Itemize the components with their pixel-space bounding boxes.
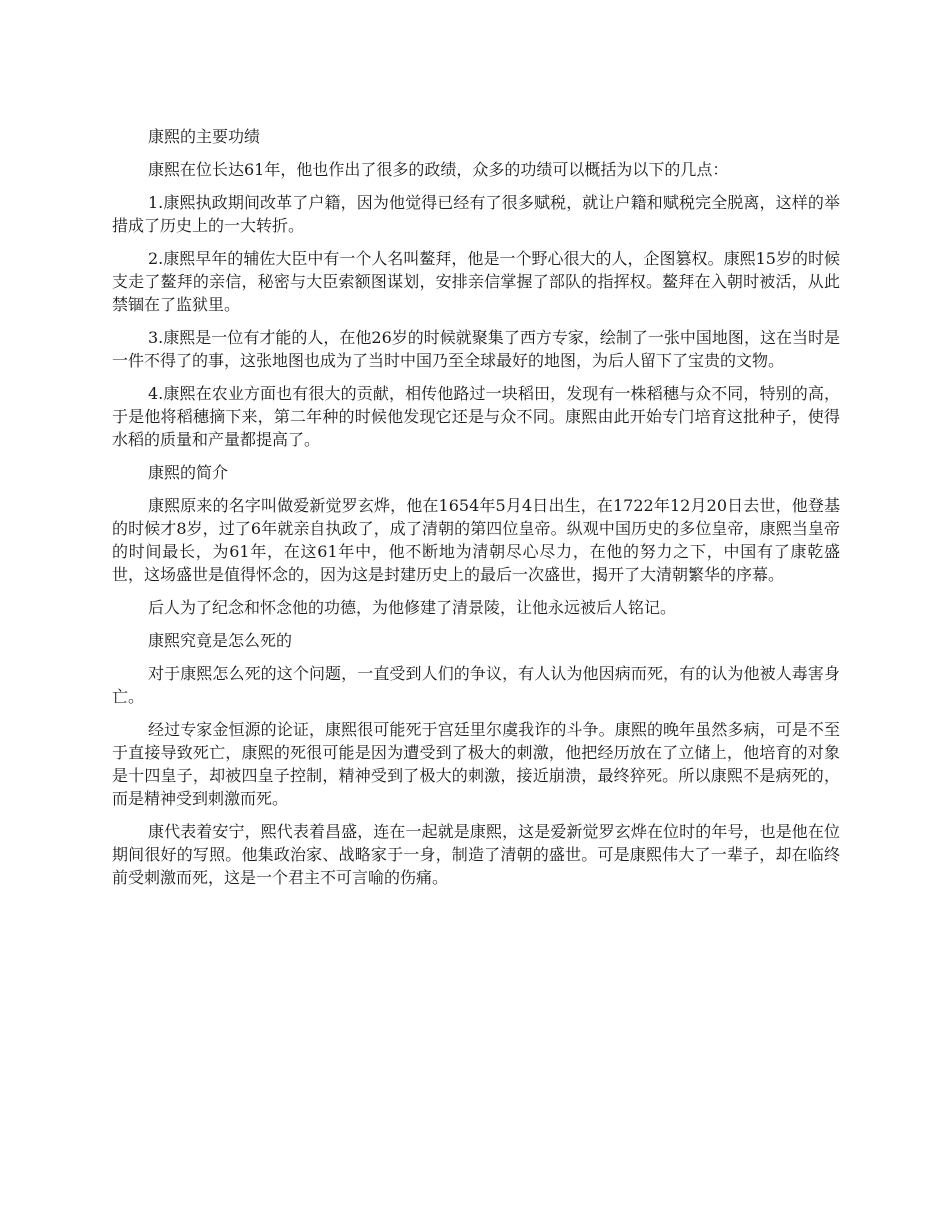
- paragraph: 3.康熙是一位有才能的人，在他26岁的时候就聚集了西方专家，绘制了一张中国地图，这在当时是一件不得了的事，这张地图也成为了当时中国乃至全球最好的地图，为后人留下了宝贵的文物。: [112, 328, 840, 370]
- paragraph: 1.康熙执政期间改革了户籍，因为他觉得已经有了很多赋税，就让户籍和赋税完全脱离，这样的举措成了历史上的一大转折。: [112, 193, 840, 235]
- paragraph: 2.康熙早年的辅佐大臣中有一个人名叫鳌拜，他是一个野心很大的人，企图篡权。康熙15岁的时候支走了鳌拜的亲信，秘密与大臣索额图谋划，安排亲信掌握了部队的指挥权。鳌拜在入朝时被活，从此禁锢在了监狱里。: [112, 249, 840, 314]
- document-page: [112, 125, 840, 899]
- paragraph: 4.康熙在农业方面也有很大的贡献，相传他路过一块稻田，发现有一株稻穗与众不同，特别的高，于是他将稻穗摘下来，第二年种的时候他发现它还是与众不同。康熙由此开始专门培育这批种子，使得水稻的质量和产量都提高了。: [112, 384, 840, 449]
- paragraph: 康熙在位长达61年，他也作出了很多的政绩，众多的功绩可以概括为以下的几点：: [148, 160, 729, 179]
- paragraph: 对于康熙怎么死的这个问题，一直受到人们的争议，有人认为他因病而死，有的认为他被人毒害身亡。: [112, 664, 840, 706]
- paragraph: 经过专家金恒源的论证，康熙很可能死于宫廷里尔虞我诈的斗争。康熙的晚年虽然多病，可是不至于直接导致死亡，康熙的死很可能是因为遭受到了极大的刺激，他把经历放在了立储上，他培育的对象是十四皇子，却被四皇子控制，精神受到了极大的刺激，接近崩溃，最终猝死。所以康熙不是病死的，而是精神受到刺激而死。: [112, 720, 840, 808]
- paragraph: 后人为了纪念和怀念他的功德，为他修建了清景陵，让他永远被后人铭记。: [148, 598, 677, 617]
- section-heading: 康熙的主要功绩: [148, 127, 261, 146]
- paragraph: 康熙原来的名字叫做爱新觉罗玄烨，他在1654年5月4日出生，在1722年12月20日去世，他登基的时候才8岁，过了6年就亲自执政了，成了清朝的第四位皇帝。纵观中国历史的多位皇帝，康熙当皇帝的时间最长，为61年，在这61年中，他不断地为清朝尽心尽力，在他的努力之下，中国有了康乾盛世，这场盛世是值得怀念的，因为这是封建历史上的最后一次盛世，揭开了大清朝繁华的序幕。: [112, 496, 840, 584]
- section-heading: 康熙究竟是怎么死的: [148, 631, 293, 650]
- paragraph: 康代表着安宁，熙代表着昌盛，连在一起就是康熙，这是爱新觉罗玄烨在位时的年号，也是他在位期间很好的写照。他集政治家、战略家于一身，制造了清朝的盛世。可是康熙伟大了一辈子，却在临终前受刺激而死，这是一个君主不可言喻的伤痛。: [112, 822, 840, 887]
- section-heading: 康熙的简介: [148, 463, 229, 482]
